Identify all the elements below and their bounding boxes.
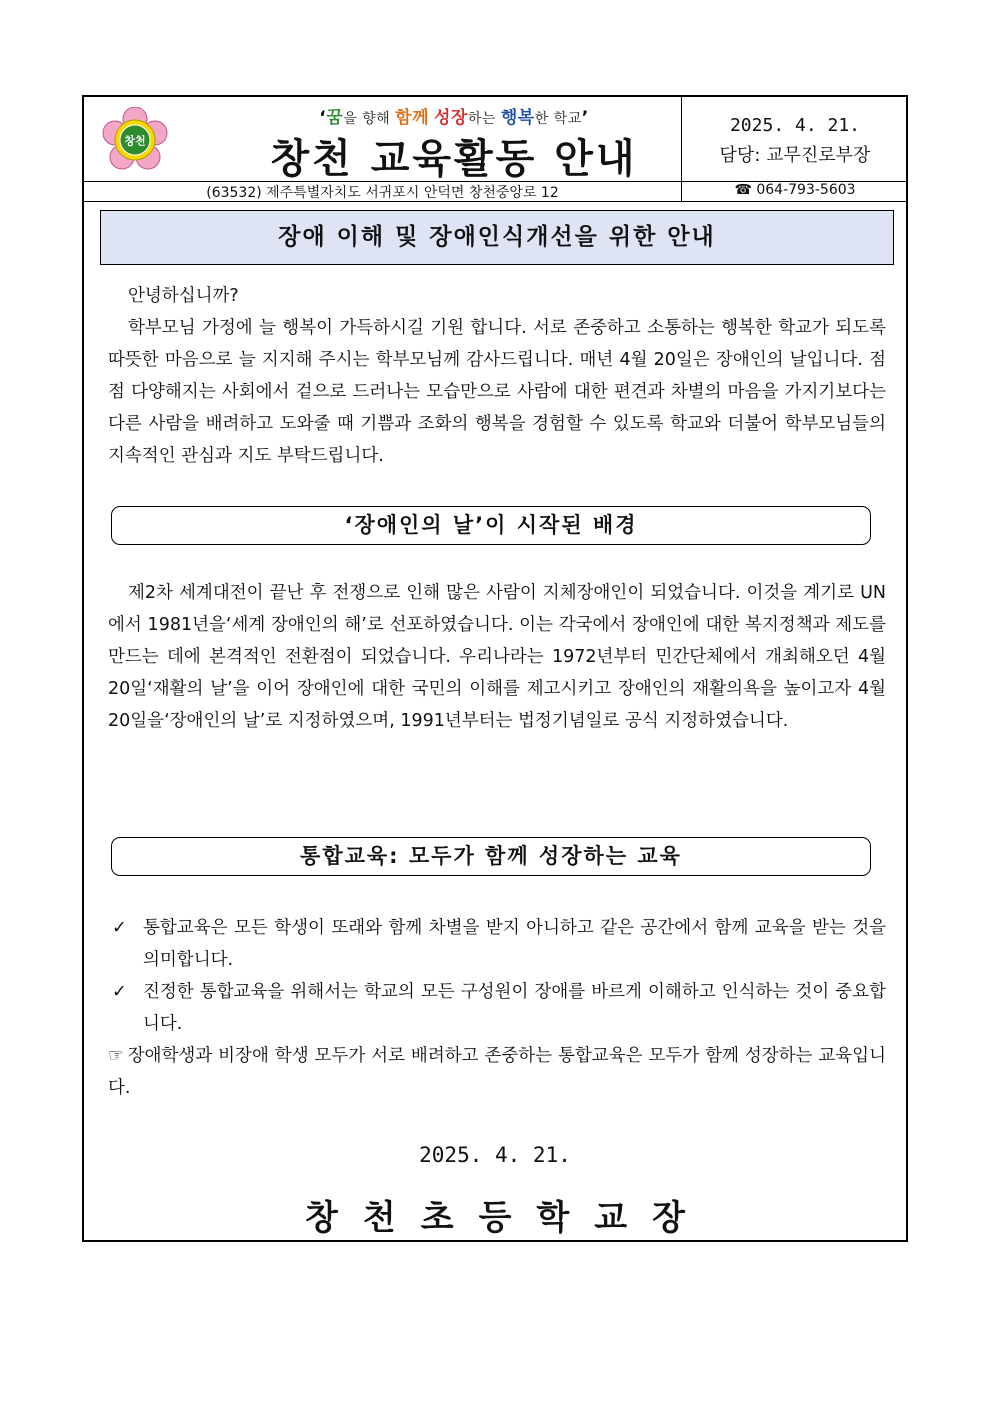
note: ☞ 장애학생과 비장애 학생 모두가 서로 배려하고 존중하는 통합교육은 모두가 함께 성장하는 교육입니다. [108,1046,886,1098]
check-icon: ✓ [112,918,127,938]
slogan: ‘꿈을 향해 함께 성장하는 행복한 학교’ [319,108,589,128]
inclusive-education-list [108,912,886,1104]
logo-text: 창천 [124,134,146,148]
background-section [108,577,886,737]
check-icon: ✓ [112,982,127,1002]
principal-signature: 창천초등학교장 [305,1198,710,1238]
section-title-background: ‘장애인의 날’이 시작된 배경 [111,506,871,545]
department: 담당: 교무진로부장 [719,145,871,166]
background-body: 제2차 세계대전이 끝난 후 전쟁으로 인해 많은 사람이 지체장애인이 되었습니다. 이것을 계기로 UN에서 1981년을‘세계 장애인의 해’로 선포하였습니다. 이는 각국에서 장애인에 대한 복지정책과 제도를 만드는 데에 본격적인 전환점이 되었습니다. 우리나라는 1972년부터 민간단체에서 개최해오던 4월 20일‘재활의 날’을 이어 장애인에 대한 국민의 이해를 제고시키고 장애인의 재활의욕을 높이고자 4월 20일을‘장애인의 날’로 지정하였으며, 1991년부터는 법정기념일로 공식 지정하였습니다. [108,583,886,731]
document-frame [82,95,908,1242]
school-address: (63532) 제주특별자치도 서귀포시 안덕면 창천중앙로 12 [206,185,559,201]
intro-body: 학부모님 가정에 늘 행복이 가득하시길 기원 합니다. 서로 존중하고 소통하는 행복한 학교가 되도록 따뜻한 마음으로 늘 지지해 주시는 학부모님께 감사드립니다. 매년 4월 20일은 장애인의 날입니다. 점점 다양해지는 사회에서 겉으로 드러나는 모습만으로 사람에 대한 편견과 차별의 마음을 가지기보다는 다른 사람을 배려하고 도와줄 때 기쁨과 조화의 행복을 경험할 수 있도록 학교와 더불어 학부모님들의 지속적인 관심과 지도 부탁드립니다. [108,318,886,466]
page-title: 창천 교육활동 안내 [270,136,638,182]
address-row [84,181,906,202]
greeting: 안녕하십니까? [128,286,239,306]
pointing-hand-icon: ☞ [108,1046,124,1066]
school-logo [102,107,168,173]
phone-icon: ☎ [734,182,752,198]
list-item: ✓ 통합교육은 모든 학생이 또래와 함께 차별을 받지 아니하고 같은 공간에서 함께 교육을 받는 것을 의미합니다. [108,912,886,976]
list-item: ✓ 진정한 통합교육을 위해서는 학교의 모든 구성원이 장애를 바르게 이해하고 인식하는 것이 중요합니다. [108,976,886,1040]
footer-date: 2025. 4. 21. [419,1143,571,1167]
issue-date: 2025. 4. 21. [729,115,861,136]
header [84,97,906,182]
school-phone: ☎ 064-793-5603 [734,182,856,198]
section-title-inclusive-education: 통합교육: 모두가 함께 성장하는 교육 [111,837,871,876]
intro-section [108,280,886,472]
main-title-box: 장애 이해 및 장애인식개선을 위한 안내 [100,210,894,265]
